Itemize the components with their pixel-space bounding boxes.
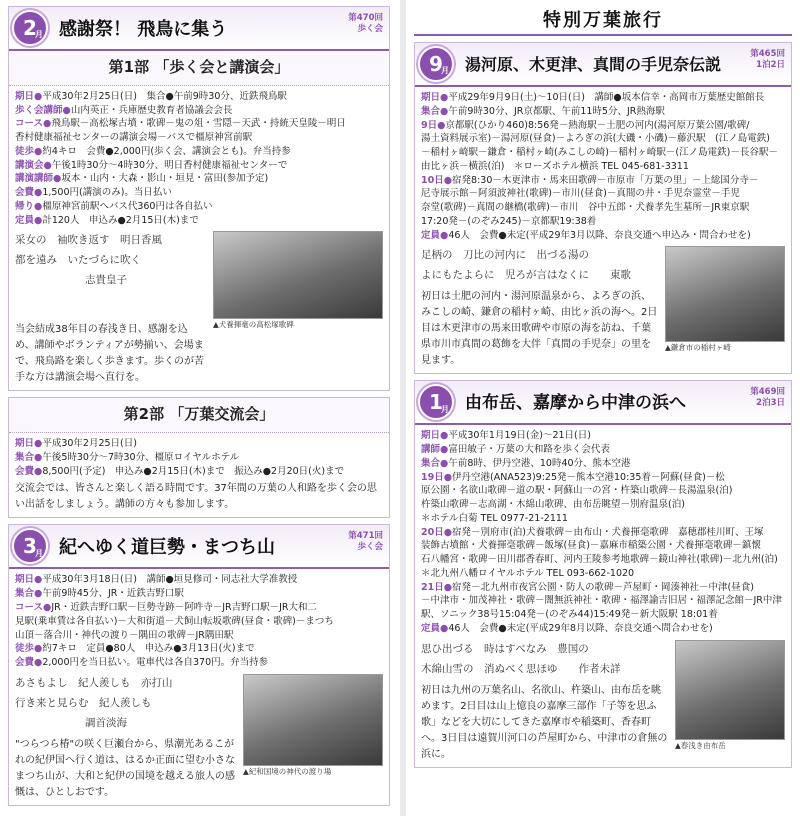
detail-label: 会費: [15, 465, 35, 477]
detail-bullet: ●: [53, 173, 62, 185]
poem-text-block: [421, 246, 659, 369]
detail-label: 定員: [421, 623, 441, 635]
detail-label: 徒歩: [15, 643, 35, 655]
detail-label: 期日: [15, 438, 35, 450]
section-header: [415, 43, 791, 87]
detail-bullet: ●: [440, 444, 449, 456]
poem: [15, 231, 207, 319]
detail-list: [15, 437, 383, 478]
detail-row: [421, 553, 785, 567]
detail-row: [15, 104, 383, 118]
event-number: 第470回: [348, 13, 383, 23]
detail-text: 2,000円を当日払い。電車代は各自370円。弁当持参: [42, 657, 269, 669]
detail-row: [15, 642, 383, 656]
detail-text: 午前8時、伊丹空港、10時40分、熊本空港: [448, 457, 631, 469]
detail-text: 坂本・山内・大森・影山・垣見・富田(参加予定): [61, 173, 269, 185]
detail-row: [421, 581, 785, 595]
detail-text: 46人 会費●未定(平成29年3月以降、奈良交通へ申込み・問合わせを): [448, 229, 751, 241]
detail-row: [421, 498, 785, 512]
poem-author: 調首淡海: [85, 716, 127, 729]
section-february: [8, 6, 390, 391]
section-title: 紀へゆく道巨勢・まつち山: [59, 537, 275, 559]
detail-label: 19日: [421, 471, 444, 483]
poem-line: 思ひ出づる 時はすべなみ 豊国の: [421, 642, 589, 655]
september-details: [415, 87, 791, 373]
detail-row: [421, 229, 785, 243]
section-header: [9, 7, 389, 51]
detail-label: 10日: [421, 174, 444, 186]
detail-label: 会費: [15, 187, 35, 199]
month-badge: [418, 46, 454, 82]
detail-bullet: ●: [43, 118, 52, 130]
month-badge: [12, 10, 48, 46]
detail-row: [421, 201, 785, 215]
poem-line: あさもよし 紀人羨しも 亦打山: [15, 676, 173, 689]
part2-details: [9, 433, 389, 517]
detail-text: 宿発8:30－木更津市・馬来田歌碑－市原市「万葉の里」－上総国分寺－: [452, 174, 759, 186]
detail-row: [421, 567, 785, 581]
photo-image: [213, 231, 383, 319]
detail-bullet: ●: [443, 471, 453, 483]
detail-text: 尼寺展示館－阿須波神社(歌碑)－市川(昼食)－真間の井・手児奈霊堂－手児: [421, 188, 740, 200]
detail-bullet: ●: [34, 643, 43, 655]
detail-label: 定員: [421, 229, 441, 241]
part1-heading: 第1部 「歩く会と講演会」: [9, 51, 389, 86]
detail-text: 山頂－落合川・神代の渡り－隅田の歌碑－JR隅田駅: [15, 629, 234, 641]
detail-bullet: ●: [34, 438, 43, 450]
march-details: [9, 569, 389, 804]
detail-text: 午後1時30分～4時30分、明日香村健康福祉センターで: [51, 159, 288, 171]
detail-row: [421, 105, 785, 119]
detail-row: [421, 187, 785, 201]
page-fold: [400, 0, 406, 816]
description-text: 初日は土肥の河内・湯河原温泉から、よろぎの浜、みこしの崎、鎌倉の稲村ヶ崎、由比ヶ浜の海へ。2日目は木更津市の馬来田歌碑や市原の海を訪ね、千葉県市川市真間の葛飾を大伴「真間の手児奈」の里を見ます。: [421, 291, 658, 367]
detail-text: 8,500円(予定) 申込み●2月15日(木)まで 振込み●2月20日(火)まで: [42, 465, 345, 477]
detail-row: [15, 200, 383, 214]
detail-text: 富田敏子・万葉の大和路を歩く会代表: [448, 444, 610, 456]
detail-list: [15, 90, 383, 228]
detail-label: 徒歩: [15, 145, 35, 157]
detail-text: 原公園・名欲山歌碑－道の駅・阿蘇山一の宮・杵築山歌碑－長湯温泉(泊): [421, 485, 733, 497]
detail-text: 平成30年1月19日(金)～21日(日): [448, 430, 591, 442]
section-march: [8, 524, 390, 805]
event-number: 第469回: [750, 387, 785, 398]
detail-row: [15, 601, 383, 615]
detail-label: 集合: [15, 588, 35, 600]
detail-text: 橿原神宮前駅へバス代360円は各自払い: [42, 200, 213, 212]
month-number: 2: [23, 16, 37, 40]
detail-list: [421, 91, 785, 242]
poem-text-block: [15, 674, 237, 801]
detail-row: [421, 622, 785, 636]
section-september: [414, 42, 792, 374]
detail-bullet: ●: [440, 430, 449, 442]
detail-label: 帰り: [15, 200, 35, 212]
detail-bullet: ●: [443, 174, 453, 186]
detail-label: 期日: [15, 574, 35, 586]
description-text: "つらつら椿"の咲く巨瀬台から、県潮光あるこがれの紀伊国へ行く道は、はるか正面に望む小さなまつち山が、大和と紀伊の国境を越える旅人の感慨は、ひとしおです。: [15, 738, 235, 798]
detail-bullet: ●: [440, 105, 449, 117]
detail-text: 平成29年9月9日(土)～10日(日) 講師●坂本信幸・高岡市万葉歴史館館長: [448, 92, 765, 103]
detail-text: 装飾古墳館・犬養揮毫歌碑－飯塚(昼食)－嘉麻市稲築公園・犬養揮毫歌碑－鎮懐: [421, 540, 761, 552]
detail-text: 午前9時30分、JR京都駅、午前11時5分、JR熱海駅: [448, 105, 665, 117]
detail-row: [421, 457, 785, 471]
detail-label: 集合: [421, 105, 441, 117]
detail-text: 香村健康福祉センターの講演会場－バスで橿原神宮前駅: [15, 132, 253, 144]
detail-text: 1,500円(講演のみ)。当日払い: [42, 187, 172, 199]
photo-caption: ▲紀和国境の神代の渡り場: [243, 766, 332, 776]
photo-caption: ▲鎌倉市の稲村ヶ崎: [665, 343, 731, 353]
left-column: [0, 0, 398, 816]
detail-row: [421, 443, 785, 457]
month-unit: 月: [441, 66, 449, 76]
detail-row: [15, 186, 383, 200]
detail-row: [421, 608, 785, 622]
detail-label: 21日: [421, 581, 444, 593]
detail-label: 集合: [421, 457, 441, 469]
detail-bullet: ●: [34, 451, 43, 463]
detail-bullet: ●: [34, 657, 43, 669]
detail-row: [15, 172, 383, 186]
detail-label: 期日: [15, 90, 35, 102]
detail-text: 46人 会費●未定(平成29年8月以降、奈良交通へ問合わせを): [448, 623, 713, 635]
detail-text: 平成30年2月25日(日) 集合●午前9時30分、近鉄飛鳥駅: [42, 90, 287, 102]
poem-text-block: [421, 640, 669, 763]
detail-bullet: ●: [34, 465, 43, 477]
detail-text: 杵築山歌碑－志高湖・木綿山歌碑、由布岳眺望－別府温泉(泊): [421, 499, 685, 511]
section-february-part2: [8, 397, 390, 518]
poem-row: [15, 231, 383, 319]
january-details: [415, 425, 791, 766]
detail-label: 歩く会講師: [15, 104, 63, 116]
detail-row: [15, 629, 383, 643]
month-unit: 月: [441, 404, 449, 414]
detail-text: 奈堂(歌碑)－真間の継橋(歌碑)－市川 谷中五郎・犬養孝先生墓所－JR東京駅: [421, 202, 750, 214]
detail-text: 京都駅(ひかり460)8:56発－熱海駅－土肥の河内(湯河原万葉公園/歌碑/: [445, 119, 750, 131]
event-type: 2泊3日: [756, 397, 785, 408]
detail-bullet: ●: [437, 119, 446, 131]
detail-text: 平成30年2月25日(日): [42, 438, 137, 450]
poem-row: [15, 674, 383, 801]
detail-list: [15, 573, 383, 669]
detail-text: 見駅(乗車賃は各自払い)－大和街道－犬飼山転坂歌碑(昼食・歌碑)－まつち: [15, 615, 334, 627]
poem: [421, 246, 659, 286]
detail-row: [421, 539, 785, 553]
detail-bullet: ●: [34, 187, 43, 199]
event-badge: [348, 531, 383, 552]
detail-text: 約7キロ 定員●80人 申込み●3月13日(火)まで: [42, 643, 255, 655]
event-number: 第465回: [750, 49, 785, 59]
photo-caption: ▲犬養揮毫の高松塚歌碑: [213, 320, 294, 330]
detail-row: [421, 174, 785, 188]
detail-bullet: ●: [443, 581, 453, 593]
month-number: 9: [429, 52, 443, 76]
event-type: 1泊2日: [756, 59, 785, 70]
event-badge: [750, 387, 785, 408]
detail-row: [15, 451, 383, 465]
detail-bullet: ●: [43, 159, 52, 171]
detail-text: －中津市・加茂神社・歌碑－闇無浜神社・歌碑・福澤諭吉旧居・福澤記念館－JR中津: [421, 595, 782, 607]
photo-caption: ▲春浅き由布岳: [675, 740, 726, 750]
detail-text: 計120人 申込み●2月15日(木)まで: [42, 214, 199, 226]
photo-block: [665, 246, 785, 369]
detail-row: [15, 587, 383, 601]
detail-text: 山内英正・兵庫歴史教育者協議会会長: [70, 104, 233, 116]
detail-text: 石八幡宮・歌碑－田川郡香春町、河内王陵参考地歌碑－鏡山神社(歌碑)－北九州(泊): [421, 554, 778, 566]
part1-details: [9, 86, 389, 391]
detail-text: 17:20発－(のぞみ245)－京都駅19:38着: [421, 215, 597, 227]
detail-label: 会費: [15, 657, 35, 669]
detail-bullet: ●: [443, 526, 453, 538]
detail-bullet: ●: [34, 588, 43, 600]
detail-text: ＊北九州八幡ロイヤルホテル TEL 093-662-1020: [421, 567, 635, 579]
detail-row: [15, 159, 383, 173]
detail-label: コース: [15, 118, 44, 130]
detail-label: 期日: [421, 430, 441, 442]
detail-text: 午後5時30分～7時30分、橿原ロイヤルホテル: [42, 451, 240, 463]
detail-row: [421, 471, 785, 485]
poem-line: 都を遠み いたづらに吹く: [15, 254, 141, 267]
detail-text: －稲村ヶ崎駅－鎌倉・稲村ヶ崎(みこしの崎)－稲村ヶ崎駅－(江ノ島電鉄)－長谷駅－: [421, 147, 778, 159]
event-badge: [750, 49, 785, 70]
special-tour-banner: 特別万葉旅行: [414, 6, 792, 36]
photo-block: [213, 231, 383, 319]
detail-list: [421, 429, 785, 635]
event-badge: [348, 13, 383, 34]
detail-row: [421, 132, 785, 146]
detail-label: 集合: [15, 451, 35, 463]
poem-line: 木綿山雪の 消ぬべく思ほゆ 作者未詳: [421, 662, 621, 675]
detail-text: 由比ヶ浜－横浜(泊) ＊ローズホテル横浜 TEL 045-681-3311: [421, 160, 689, 172]
detail-row: [421, 484, 785, 498]
section-january: [414, 380, 792, 767]
detail-text: 飛鳥駅－高松塚古墳・歌碑－鬼の俎・雪隠－天武・持統天皇陵－明日: [51, 118, 346, 130]
detail-row: [421, 594, 785, 608]
detail-bullet: ●: [440, 229, 449, 241]
section-title: 由布岳、嘉摩から中津の浜へ: [465, 393, 686, 414]
detail-row: [421, 215, 785, 229]
description-text: 交流会では、皆さんと楽しく語る時間です。37年間の万葉の人和路を歩く会の思い出話をしましょう。講師の方々も参加します。: [15, 483, 377, 511]
detail-bullet: ●: [43, 601, 52, 613]
detail-row: [421, 91, 785, 105]
photo-block: [675, 640, 785, 763]
photo-block: [243, 674, 383, 801]
poem-line: 行き来と見らむ 紀人羨しも: [15, 696, 152, 709]
detail-row: [15, 90, 383, 104]
section-header: [415, 381, 791, 425]
description-text: 当会結成38年目の春浅き日、感謝を込め、講師やボランティアが勢揃い、会場まで、飛鳥路を楽しく歩きます。歩くのが苦手な方は講演会場へ直行を。: [15, 324, 204, 384]
detail-bullet: ●: [440, 623, 449, 635]
detail-text: ＊ホテル白菊 TEL 0977-21-2111: [421, 512, 568, 524]
month-badge: [418, 384, 454, 420]
description-text: 初日は九州の万葉名山、名欲山、杵築山、由布岳を眺めます。2日目は山上憶良の嘉摩三部作「子等を思ふ歌」などを大切にしてきた嘉摩市や稲築町、香春町へ。3日目は遠賀川河口の芦屋町から、中津市の倉無の浜に。: [421, 684, 668, 760]
poem: [15, 674, 237, 734]
detail-bullet: ●: [34, 214, 43, 226]
detail-row: [15, 145, 383, 159]
detail-text: 午前9時45分、JR・近鉄吉野口駅: [42, 588, 184, 600]
detail-bullet: ●: [62, 104, 71, 116]
detail-row: [15, 214, 383, 228]
event-number: 第471回: [348, 531, 383, 542]
section-title: 感謝祭！ 飛鳥に集う: [59, 19, 228, 40]
photo-image: [665, 246, 785, 342]
detail-row: [421, 429, 785, 443]
detail-label: 9日: [421, 119, 438, 131]
poem-line: 采女の 袖吹き返す 明日香風: [15, 234, 162, 247]
detail-row: [15, 465, 383, 479]
detail-row: [15, 573, 383, 587]
month-number: 3: [23, 534, 37, 559]
month-badge: [12, 528, 48, 564]
month-number: 1: [429, 390, 443, 415]
detail-bullet: ●: [440, 457, 449, 469]
section-title: 湯河原、木更津、真間の手児奈伝説: [465, 55, 722, 74]
detail-label: 講演講師: [15, 173, 54, 185]
month-unit: 月: [35, 548, 43, 558]
detail-row: [15, 437, 383, 451]
poem-row: [421, 640, 785, 763]
photo-image: [243, 674, 383, 766]
detail-text: JR・近鉄吉野口駅－巨勢寺跡－阿吽寺－JR吉野口駅－JR大和二: [51, 601, 318, 613]
event-type: 歩く会: [357, 23, 383, 34]
right-column: [408, 0, 800, 816]
part2-heading: 第2部 「万葉交流会」: [9, 398, 389, 433]
detail-row: [421, 119, 785, 133]
detail-row: [15, 615, 383, 629]
event-type: 歩く会: [357, 542, 383, 553]
detail-row: [15, 131, 383, 145]
detail-text: 伊丹空港(ANA523)9:25発－熊本空港10:35着－阿蘇(昼食)－松: [452, 471, 725, 483]
detail-label: 講師: [421, 444, 441, 456]
section-header: [9, 525, 389, 569]
detail-row: [421, 526, 785, 540]
detail-label: 20日: [421, 526, 444, 538]
poem-author: 志貴皇子: [85, 274, 127, 287]
poem: [421, 640, 669, 680]
detail-bullet: ●: [34, 200, 43, 212]
month-unit: 月: [35, 30, 43, 40]
detail-bullet: ●: [34, 90, 43, 102]
detail-label: 期日: [421, 92, 441, 103]
detail-row: [15, 656, 383, 670]
detail-label: 定員: [15, 214, 35, 226]
detail-row: [421, 512, 785, 526]
detail-row: [421, 160, 785, 174]
detail-bullet: ●: [34, 145, 43, 157]
detail-label: コース: [15, 601, 44, 613]
detail-text: 宿発－別府市(泊)犬養歌碑－由布山・犬養揮毫歌碑 嘉穂郡桂川町、王塚: [452, 526, 764, 538]
detail-row: [421, 146, 785, 160]
detail-row: [15, 117, 383, 131]
detail-text: 湯土資料展示室)－湯河原(昼食)－よろぎの浜(大磯・小磯)－藤沢駅 (江ノ島電鉄): [421, 133, 770, 145]
poem-line: よにもたよらに 児ろが言はなくに 東歌: [421, 269, 631, 282]
detail-text: 平成30年3月18日(日) 講師●垣見修司・同志社大学准教授: [42, 574, 298, 586]
detail-text: 駅、ソニック38号15:04発－(のぞみ44)15:49発－新大阪駅 18:01着: [421, 609, 718, 621]
poem-row: [421, 246, 785, 369]
detail-text: 宿発－北九州市夜宮公園・防人の歌碑－芦屋町・岡湊神社－中津(昼食): [452, 581, 754, 593]
detail-bullet: ●: [440, 92, 449, 103]
poem-line: 足柄の 刀比の河内に 出づる湯の: [421, 249, 589, 262]
detail-label: 講演会: [15, 159, 44, 171]
detail-text: 約4キロ 会費●2,000円(歩く会、講演会とも)。弁当持参: [42, 145, 291, 157]
photo-image: [675, 640, 785, 740]
detail-bullet: ●: [34, 574, 43, 586]
